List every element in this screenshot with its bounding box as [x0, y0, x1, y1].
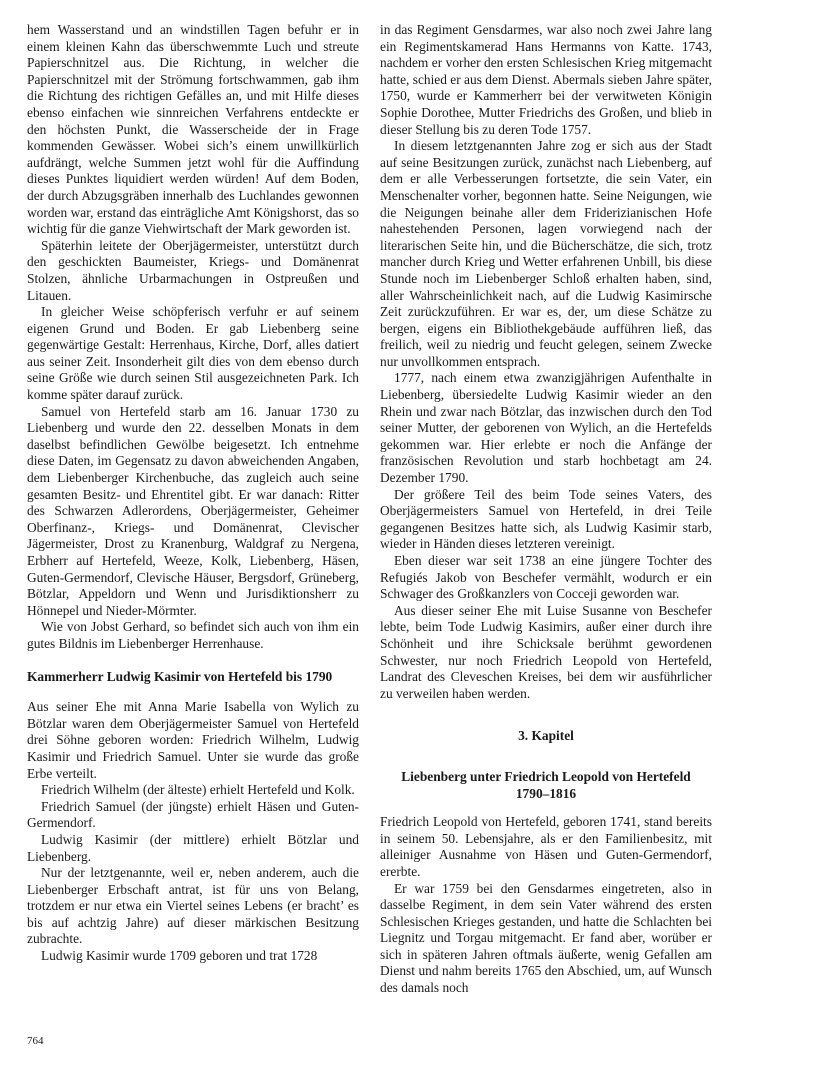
- page-number: 764: [27, 1035, 44, 1047]
- paragraph: Der größere Teil des beim Tode seines Vaters, des Oberjägermeisters Samuel von Hertefeld, in drei Teile gegangenen Besitzes hatte sich, als Ludwig Kasimir starb, wieder in Händen dieses letzteren vereinigt.: [380, 486, 712, 552]
- paragraph: In gleicher Weise schöpferisch verfuhr er auf seinem eigenen Grund und Boden. Er gab Liebenberg seine gegenwärtige Gestalt: Herrenhaus, Kirche, Dorf, alles datiert aus seiner Zeit. Insonderheit gilt dies von dem ebenso durch seine Größe wie durch seinen Stil ausgezeichneten Park. Ich komme später darauf zurück.: [27, 304, 359, 403]
- paragraph: Friedrich Samuel (der jüngste) erhielt Häsen und Guten-Germendorf.: [27, 798, 359, 831]
- paragraph: Späterhin leitete der Oberjägermeister, unterstützt durch den geschickten Baumeister, Kriegs- und Domänenrat Stolzen, ähnliche Urbarmachungen in Ostpreußen und Litauen.: [27, 237, 359, 303]
- paragraph: In diesem letztgenannten Jahre zog er sich aus der Stadt auf seine Besitzungen zurück, zunächst nach Liebenberg, auf dem er alle Verbesserungen fortsetzte, die sein Vater, ein Menschenalter vorher, begonnen hatte. Seine Neigungen, wie die Neigungen beinahe aller dem Friderizianischen Hofe nahestehenden Personen, lagen vorwiegend nach der literarischen Seite hin, und die Bücherschätze, die sich, trotz mancher durch Krieg und Wetter erfahrenen Unbill, bis diese Stunde noch im Liebenberger Schloß erhalten haben, sind, aller Wahrscheinlichkeit nach, auf die Ludwig Kasimirsche Zeit zurückzuführen. Er war es, der, um diese Schätze zu bergen, eigens ein Bibliothekgebäude aufführen ließ, das freilich, weil zu niedrig und feucht gelegen, seinem Zwecke nur unvollkommen entsprach.: [380, 138, 712, 369]
- right-column: [380, 22, 712, 997]
- chapter-number: 3. Kapitel: [518, 728, 574, 744]
- paragraph: Aus dieser seiner Ehe mit Luise Susanne von Beschefer lebte, beim Tode Ludwig Kasimirs, außer einer durch ihre Schönheit und ihre Schicksale berühmt gewordenen Schwester, nur noch Friedrich Leopold von Hertefeld, Landrat des Cleveschen Kreises, bei dem wir ausführlicher zu verweilen haben werden.: [380, 602, 712, 701]
- paragraph: Friedrich Wilhelm (der älteste) erhielt Hertefeld und Kolk.: [41, 782, 355, 798]
- paragraph: 1777, nach einem etwa zwanzigjährigen Aufenthalte in Liebenberg, übersiedelte Ludwig Kasimir wieder an den Rhein und zwar nach Bötzlar, das inzwischen durch den Tod seiner Mutter, der geborenen von Wylich, an die Hertefelds gekommen war. Hier erlebte er noch die Anfänge der französischen Revolution und starb hochbetagt am 24. Dezember 1790.: [380, 370, 712, 486]
- paragraph: Friedrich Leopold von Hertefeld, geboren 1741, stand bereits in seinem 50. Lebensjahre, als er den Familienbesitz, mit alleiniger Ausnahme von Häsen und Guten-Germendorf, ererbte.: [380, 814, 712, 879]
- paragraph: Wie von Jobst Gerhard, so befindet sich auch von ihm ein gutes Bildnis im Liebenberger Herrenhause.: [27, 619, 359, 651]
- paragraph: Nur der letztgenannte, weil er, neben anderem, auch die Liebenberger Erbschaft antrat, ist für uns von Belang, trotzdem er nur etwa ein Viertel seines Lebens (er bracht’ es bis auf achtzig Jahre) auf dieser märkischen Besitzung zubrachte.: [27, 865, 359, 947]
- chapter-title-line: Liebenberg unter Friedrich Leopold von Hertefeld: [401, 768, 691, 784]
- paragraph: Ludwig Kasimir wurde 1709 geboren und trat 1728: [41, 948, 318, 964]
- paragraph: Samuel von Hertefeld starb am 16. Januar 1730 zu Liebenberg und wurde den 22. desselben Monats in dem daselbst befindlichen Gewölbe beigesetzt. Ich entnehme diese Daten, im Gegensatz zu davon abweichenden Angaben, dem Liebenberger Kirchenbuche, das zugleich auch seine gesamten Besitz- und Ehrentitel gibt. Er war danach: Ritter des Schwarzen Adlerordens, Oberjägermeister, Geheimer Oberfinanz-, Kriegs- und Domänenrat, Clevischer Jägermeister, Drost zu Kranenburg, Waldgraf zu Nergena, Erbherr auf Hertefeld, Weeze, Kolk, Liebenberg, Häsen, Guten-Germendorf, Clevische Häuser, Bergsdorf, Grüneberg, Bötzlar, Appeldorn und Wenn und Jurisdiktionsherr zu Hönnepel und Nieder-Mörmter.: [27, 403, 359, 618]
- chapter-title: [380, 769, 712, 802]
- paragraph: Aus seiner Ehe mit Anna Marie Isabella von Wylich zu Bötzlar waren dem Oberjägermeister Samuel von Hertefeld drei Söhne geboren worden: Friedrich Wilhelm, Ludwig Kasimir und Friedrich Samuel. Unter sie wurde das große Erbe verteilt.: [27, 699, 359, 781]
- chapter-title-years: 1790–1816: [515, 785, 577, 801]
- left-column: [27, 22, 359, 965]
- paragraph: hem Wasserstand und an windstillen Tagen befuhr er in einem kleinen Kahn das überschwemmte Luch und streute Papierschnitzel aus. Die Richtung, in welcher die Papierschnitzel mit der Strömung fortschwammen, gab ihm die Richtung des richtigen Gefälles an, und mit Hilfe dieses ebenso einfachen wie sinnreichen Verfahrens entdeckte er den höchsten Punkt, die Wasserscheide der in Frage kommenden Gewässer. Wobei sich’s einem unwillkürlich aufdrängt, welche Summen jetzt wohl für die Auffindung dieses Punktes liquidiert werden würden! Auf dem Boden, der durch Abzugsgräben innerhalb des Luchlandes gewonnen worden war, erstand das einträgliche Amt Königshorst, das so wichtig für die ganze Viehwirtschaft der Mark geworden ist.: [27, 22, 359, 237]
- paragraph: Ludwig Kasimir (der mittlere) erhielt Bötzlar und Liebenberg.: [27, 831, 359, 864]
- paragraph: Er war 1759 bei den Gensdarmes eingetreten, also in dasselbe Regiment, in dem sein Vater während des ersten Schlesischen Krieges gestanden, und hatte die Schlachten bei Liegnitz und Torgau mitgemacht. Er fand aber, worüber er sich in späteren Jahren oftmals äußerte, wenig Gefallen am Dienst und nahm bereits 1765 den Abschied, um, auf Wunsch des damals noch: [380, 880, 712, 996]
- paragraph: Eben dieser war seit 1738 an eine jüngere Tochter des Refugiés Jakob von Beschefer vermählt, wodurch er ein Schwager des Großkanzlers von Cocceji geworden war.: [380, 553, 712, 602]
- section-heading: Kammerherr Ludwig Kasimir von Hertefeld bis 1790: [27, 668, 333, 684]
- paragraph: in das Regiment Gensdarmes, war also noch zwei Jahre lang ein Regimentskamerad Hans Hermanns von Katte. 1743, nachdem er vorher den ersten Schlesischen Krieg mitgemacht hatte, schied er aus dem Dienst. Abermals sieben Jahre später, 1750, wurde er Kammerherr bei der verwitweten Königin Sophie Dorothee, Mutter Friedrichs des Großen, und blieb in dieser Stellung bis zu deren Tode 1757.: [380, 22, 712, 137]
